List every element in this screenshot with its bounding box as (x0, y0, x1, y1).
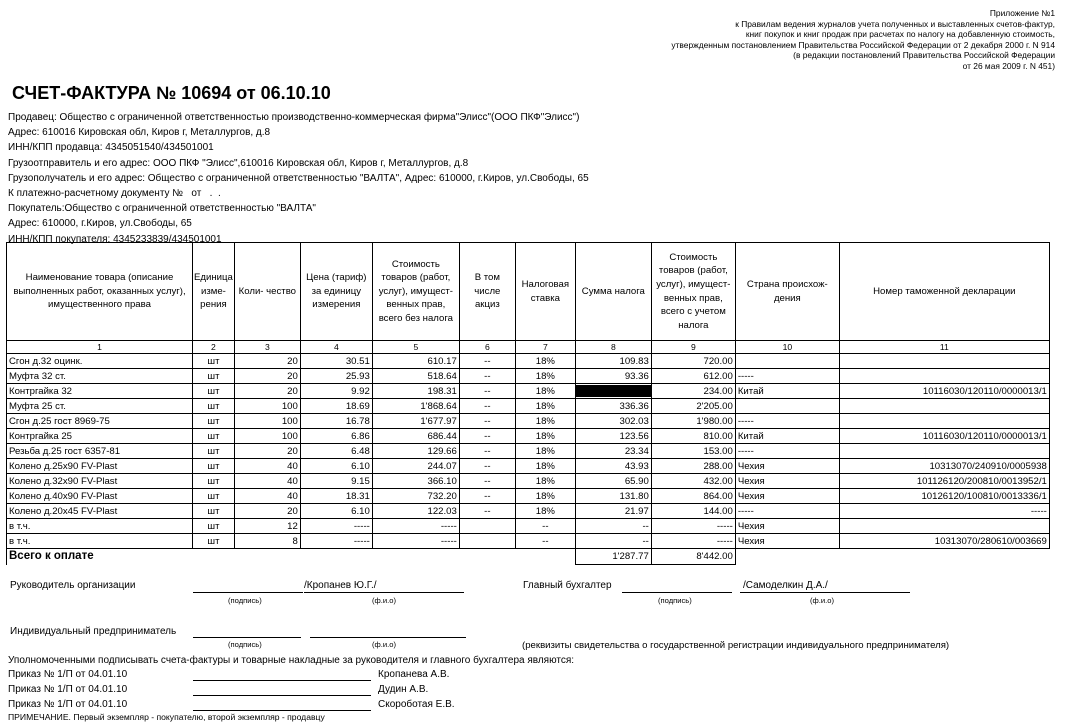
cell-qty[interactable]: 40 (234, 489, 300, 504)
cell-name[interactable]: в т.ч. (7, 534, 193, 549)
cell-total[interactable]: 720.00 (651, 354, 735, 369)
authorized-intro: Уполномоченными подписывать счета-фактуры и товарные накладные за руководителя и главного бухгалтера являются: (8, 655, 575, 666)
order-line: Приказ № 1/П от 04.01.10 (8, 669, 128, 680)
cell-cost[interactable]: 129.66 (372, 444, 459, 459)
cell-price[interactable]: 6.86 (300, 429, 372, 444)
cell-price[interactable]: 6.48 (300, 444, 372, 459)
cell-cost[interactable]: 1'677.97 (372, 414, 459, 429)
cell-country[interactable]: Китай (735, 429, 839, 444)
appendix-line: к Правилам ведения журналов учета полученных и выставленных счетов-фактур, (735, 18, 1055, 29)
cell-country[interactable]: Чехия (735, 489, 839, 504)
fio-caption: (ф.и.о) (372, 596, 396, 605)
cell-decl[interactable] (839, 399, 1049, 414)
cell-decl[interactable] (839, 369, 1049, 384)
order-line: Приказ № 1/П от 04.01.10 (8, 684, 128, 695)
cell-country[interactable]: Чехия (735, 534, 839, 549)
entrepreneur-label: Индивидуальный предприниматель (10, 626, 177, 637)
col-header: Сумма налога (575, 243, 651, 341)
col-header: Налоговая ставка (515, 243, 575, 341)
cell-price[interactable]: 18.31 (300, 489, 372, 504)
cell-excise[interactable] (459, 519, 515, 534)
col-number: 9 (651, 341, 735, 354)
cell-qty[interactable]: 8 (234, 534, 300, 549)
col-number: 8 (575, 341, 651, 354)
cell-rate[interactable]: -- (515, 519, 575, 534)
podpis-caption: (подпись) (658, 596, 692, 605)
cell-rate[interactable]: 18% (515, 354, 575, 369)
payment-document: К платежно-расчетному документу № от . . (8, 188, 221, 200)
cell-excise[interactable]: -- (459, 399, 515, 414)
cell-excise[interactable]: -- (459, 459, 515, 474)
cell-rate[interactable]: 18% (515, 369, 575, 384)
cell-total[interactable]: 153.00 (651, 444, 735, 459)
cell-excise[interactable]: -- (459, 444, 515, 459)
cell-price[interactable]: 18.69 (300, 399, 372, 414)
table-row (7, 354, 1050, 369)
head-name-line (304, 592, 464, 593)
cell-rate[interactable]: 18% (515, 444, 575, 459)
table-row (7, 474, 1050, 489)
cell-country[interactable]: ----- (735, 369, 839, 384)
cell-total[interactable]: 234.00 (651, 384, 735, 399)
cell-rate[interactable]: -- (515, 534, 575, 549)
cell-decl[interactable]: 10313070/280610/003669 (839, 534, 1049, 549)
cell-unit[interactable]: шт (193, 489, 235, 504)
cell-total[interactable]: 612.00 (651, 369, 735, 384)
cell-unit[interactable]: шт (193, 369, 235, 384)
col-number: 3 (234, 341, 300, 354)
shipper: Грузоотправитель и его адрес: ООО ПКФ "Элисс",610016 Кировская обл, Киров г, Металлургов, д.8 (8, 157, 469, 169)
cell-cost[interactable]: 1'868.64 (372, 399, 459, 414)
cell-decl[interactable]: 10116030/120110/0000013/1 (839, 429, 1049, 444)
cell-price[interactable]: 9.92 (300, 384, 372, 399)
cell-excise[interactable]: -- (459, 369, 515, 384)
cell-name[interactable]: Муфта 25 ст. (7, 399, 193, 414)
cell-name[interactable]: Колено д.20х45 FV-Plast (7, 504, 193, 519)
authorized-name: Кропанева А.В. (378, 669, 450, 680)
cell-country[interactable]: Чехия (735, 474, 839, 489)
cell-unit[interactable]: шт (193, 354, 235, 369)
cell-price[interactable]: 6.10 (300, 504, 372, 519)
total-sum: 8'442.00 (651, 549, 735, 565)
cell-excise[interactable]: -- (459, 429, 515, 444)
invoice-table (6, 242, 1050, 565)
cell-country[interactable] (735, 354, 839, 369)
cell-qty[interactable]: 20 (234, 504, 300, 519)
cell-unit[interactable]: шт (193, 519, 235, 534)
cell-tax[interactable]: 65.90 (575, 474, 651, 489)
cell-cost[interactable]: 366.10 (372, 474, 459, 489)
cell-unit[interactable]: шт (193, 429, 235, 444)
cell-country[interactable] (735, 399, 839, 414)
head-label: Руководитель организации (10, 580, 136, 591)
cell-price[interactable]: ----- (300, 534, 372, 549)
consignee: Грузополучатель и его адрес: Общество с ограниченной ответственностью "ВАЛТА", Адрес: 610000, г.Киров, ул.Свободы, 65 (8, 172, 589, 184)
cell-name[interactable]: Контргайка 25 (7, 429, 193, 444)
cell-price[interactable]: 30.51 (300, 354, 372, 369)
authorized-name: Дудин А.В. (378, 684, 429, 695)
seller-address: Адрес: 610016 Кировская обл, Киров г, Металлургов, д.8 (8, 127, 271, 139)
invoice-info (8, 110, 589, 247)
cell-qty[interactable]: 20 (234, 369, 300, 384)
cell-decl[interactable]: ----- (839, 504, 1049, 519)
cell-price[interactable]: 16.78 (300, 414, 372, 429)
cell-unit[interactable]: шт (193, 504, 235, 519)
col-header: Стоимость товаров (работ, услуг), имущест- венных прав, всего с учетом налога (651, 243, 735, 341)
cell-cost[interactable]: 686.44 (372, 429, 459, 444)
cell-decl[interactable] (839, 519, 1049, 534)
cell-total[interactable]: 288.00 (651, 459, 735, 474)
table-header-row (7, 243, 1050, 341)
cell-country[interactable]: ----- (735, 504, 839, 519)
table-row (7, 504, 1050, 519)
buyer: Покупатель:Общество с ограниченной ответственностью "ВАЛТА" (8, 203, 316, 215)
cell-rate[interactable]: 18% (515, 489, 575, 504)
cell-total[interactable]: 432.00 (651, 474, 735, 489)
footnote: ПРИМЕЧАНИЕ. Первый экземпляр - покупателю, второй экземпляр - продавцу (8, 712, 325, 722)
cell-tax[interactable]: -- (575, 534, 651, 549)
col-header: Цена (тариф) за единицу измерения (300, 243, 372, 341)
cell-rate[interactable]: 18% (515, 414, 575, 429)
cell-tax[interactable]: -- (575, 519, 651, 534)
cell-cost[interactable]: 198.31 (372, 384, 459, 399)
cell-cost[interactable]: ----- (372, 534, 459, 549)
cell-name[interactable]: Колено д.40х90 FV-Plast (7, 489, 193, 504)
fio-caption: (ф.и.о) (810, 596, 834, 605)
cell-qty[interactable]: 40 (234, 459, 300, 474)
cell-cost[interactable]: ----- (372, 519, 459, 534)
cell-rate[interactable]: 18% (515, 504, 575, 519)
cell-tax[interactable]: 109.83 (575, 354, 651, 369)
authorized-signature-line (193, 695, 371, 696)
table-row (7, 429, 1050, 444)
cell-excise[interactable]: -- (459, 384, 515, 399)
cell-tax[interactable]: 336.36 (575, 399, 651, 414)
registration-note: (реквизиты свидетельства о государственной регистрации индивидуального предпринимателя) (522, 640, 950, 651)
cell-tax[interactable]: 43.93 (575, 459, 651, 474)
appendix-line: Приложение №1 (989, 8, 1055, 18)
table-row (7, 534, 1050, 549)
col-header: Наименование товара (описание выполненных работ, оказанных услуг), имущественного права (7, 243, 193, 341)
col-header: Стоимость товаров (работ, услуг), имущест- венных прав, всего без налога (372, 243, 459, 341)
entrepreneur-signature-line (193, 637, 301, 638)
col-header: Единица изме- рения (193, 243, 235, 341)
cell-country[interactable]: ----- (735, 414, 839, 429)
cell-tax[interactable]: 302.03 (575, 414, 651, 429)
cell-excise[interactable]: -- (459, 489, 515, 504)
table-body (7, 354, 1050, 565)
cell-tax[interactable] (575, 384, 651, 399)
cell-unit[interactable]: шт (193, 474, 235, 489)
cell-cost[interactable]: 518.64 (372, 369, 459, 384)
selected-cell-value[interactable]: 35.69 (577, 386, 650, 396)
buyer-address: Адрес: 610000, г.Киров, ул.Свободы, 65 (8, 218, 192, 230)
cell-cost[interactable]: 610.17 (372, 354, 459, 369)
seller: Продавец: Общество с ограниченной ответственностью производственно-коммерческая фирма"Элисс"(ООО ПКФ"Элисс") (8, 112, 580, 123)
cell-unit[interactable]: шт (193, 459, 235, 474)
cell-total[interactable]: 810.00 (651, 429, 735, 444)
appendix-header (671, 8, 1055, 72)
table-row (7, 444, 1050, 459)
table-row (7, 384, 1050, 399)
col-number: 10 (735, 341, 839, 354)
cell-total[interactable]: 2'205.00 (651, 399, 735, 414)
table-row (7, 369, 1050, 384)
cell-name[interactable]: Колено д.32х90 FV-Plast (7, 474, 193, 489)
cell-decl[interactable]: 10313070/240910/0005938 (839, 459, 1049, 474)
cell-name[interactable]: Сгон д.32 оцинк. (7, 354, 193, 369)
appendix-line: утвержденным постановлением Правительства Российской Федерации от 2 декабря 2000 г. N 914 (671, 39, 1055, 50)
col-number: 6 (459, 341, 515, 354)
cell-unit[interactable]: шт (193, 399, 235, 414)
seller-inn: ИНН/КПП продавца: 4345051540/434501001 (8, 142, 214, 154)
cell-qty[interactable]: 100 (234, 414, 300, 429)
cell-rate[interactable]: 18% (515, 399, 575, 414)
chief-accountant-name: /Самоделкин Д.А./ (743, 580, 828, 591)
cell-total[interactable]: 864.00 (651, 489, 735, 504)
table-row (7, 519, 1050, 534)
cell-qty[interactable]: 20 (234, 444, 300, 459)
buyer-inn: ИНН/КПП покупателя: 4345233839/434501001 (8, 233, 222, 245)
total-row (7, 549, 1050, 565)
cell-decl[interactable]: 101126120/200810/0013952/1 (839, 474, 1049, 489)
col-header: Коли- чество (234, 243, 300, 341)
total-empty (735, 549, 1049, 565)
authorized-signature-line (193, 710, 371, 711)
cell-cost[interactable]: 122.03 (372, 504, 459, 519)
cell-cost[interactable]: 244.07 (372, 459, 459, 474)
cell-name[interactable]: Контргайка 32 (7, 384, 193, 399)
cell-unit[interactable]: шт (193, 534, 235, 549)
appendix-line: книг покупок и книг продаж при расчетах по налогу на добавленную стоимость, (745, 29, 1055, 40)
cell-excise[interactable]: -- (459, 414, 515, 429)
cell-decl[interactable] (839, 354, 1049, 369)
cell-rate[interactable]: 18% (515, 429, 575, 444)
head-name: /Кропанев Ю.Г./ (304, 580, 377, 591)
col-header: Номер таможенной декларации (839, 243, 1049, 341)
col-number: 5 (372, 341, 459, 354)
cell-rate[interactable]: 18% (515, 459, 575, 474)
appendix-line: (в редакции постановлений Правительства Российской Федерации (793, 50, 1055, 61)
cell-total[interactable]: 1'980.00 (651, 414, 735, 429)
podpis-caption: (подпись) (228, 640, 262, 649)
cell-excise[interactable]: -- (459, 474, 515, 489)
cell-decl[interactable]: 10116030/120110/0000013/1 (839, 384, 1049, 399)
cell-total[interactable]: ----- (651, 534, 735, 549)
cell-country[interactable]: Чехия (735, 519, 839, 534)
total-tax: 1'287.77 (575, 549, 651, 565)
cell-name[interactable]: Колено д.25х90 FV-Plast (7, 459, 193, 474)
cell-qty[interactable]: 100 (234, 429, 300, 444)
table-row (7, 399, 1050, 414)
table-row (7, 414, 1050, 429)
cell-tax[interactable]: 21.97 (575, 504, 651, 519)
col-number: 4 (300, 341, 372, 354)
invoice-title: СЧЕТ-ФАКТУРА № 10694 от 06.10.10 (12, 83, 331, 103)
cell-decl[interactable] (839, 414, 1049, 429)
fio-caption: (ф.и.о) (372, 640, 396, 649)
table-row (7, 459, 1050, 474)
cell-tax[interactable]: 93.36 (575, 369, 651, 384)
cell-unit[interactable]: шт (193, 414, 235, 429)
cell-name[interactable]: Сгон д.25 гост 8969-75 (7, 414, 193, 429)
appendix-line: от 26 мая 2009 г. N 451) (962, 60, 1055, 71)
cell-decl[interactable]: 10126120/100810/0013336/1 (839, 489, 1049, 504)
cell-price[interactable]: 6.10 (300, 459, 372, 474)
col-number: 11 (839, 341, 1049, 354)
authorized-signature-line (193, 680, 371, 681)
cell-unit[interactable]: шт (193, 444, 235, 459)
col-number: 2 (193, 341, 235, 354)
chief-accountant-label: Главный бухгалтер (523, 580, 612, 591)
cell-cost[interactable]: 732.20 (372, 489, 459, 504)
col-number: 7 (515, 341, 575, 354)
podpis-caption: (подпись) (228, 596, 262, 605)
authorized-name: Скороботая Е.В. (378, 699, 455, 710)
col-header: Страна происхож- дения (735, 243, 839, 341)
cell-tax[interactable]: 23.34 (575, 444, 651, 459)
cell-decl[interactable] (839, 444, 1049, 459)
chief-accountant-name-line (740, 592, 910, 593)
col-header: В том числе акциз (459, 243, 515, 341)
cell-excise[interactable] (459, 534, 515, 549)
cell-name[interactable]: Муфта 32 ст. (7, 369, 193, 384)
cell-name[interactable]: Резьба д.25 гост 6357-81 (7, 444, 193, 459)
cell-country[interactable]: Чехия (735, 459, 839, 474)
col-number: 1 (7, 341, 193, 354)
cell-country[interactable]: Китай (735, 384, 839, 399)
entrepreneur-name-line (310, 637, 466, 638)
cell-total[interactable]: ----- (651, 519, 735, 534)
cell-total[interactable]: 144.00 (651, 504, 735, 519)
table-row (7, 489, 1050, 504)
head-signature-line (193, 592, 303, 593)
cell-excise[interactable]: -- (459, 354, 515, 369)
cell-qty[interactable]: 40 (234, 474, 300, 489)
cell-rate[interactable]: 18% (515, 474, 575, 489)
cell-tax[interactable]: 131.80 (575, 489, 651, 504)
cell-excise[interactable]: -- (459, 504, 515, 519)
cell-unit[interactable]: шт (193, 384, 235, 399)
total-label: Всего к оплате (7, 549, 576, 565)
cell-qty[interactable]: 20 (234, 354, 300, 369)
cell-tax[interactable]: 123.56 (575, 429, 651, 444)
cell-qty[interactable]: 20 (234, 384, 300, 399)
cell-qty[interactable]: 100 (234, 399, 300, 414)
cell-price[interactable]: 25.93 (300, 369, 372, 384)
cell-rate[interactable]: 18% (515, 384, 575, 399)
cell-country[interactable]: ----- (735, 444, 839, 459)
cell-name[interactable]: в т.ч. (7, 519, 193, 534)
column-number-row (7, 341, 1050, 354)
order-line: Приказ № 1/П от 04.01.10 (8, 699, 128, 710)
cell-price[interactable]: ----- (300, 519, 372, 534)
cell-qty[interactable]: 12 (234, 519, 300, 534)
chief-accountant-signature-line (622, 592, 732, 593)
cell-price[interactable]: 9.15 (300, 474, 372, 489)
